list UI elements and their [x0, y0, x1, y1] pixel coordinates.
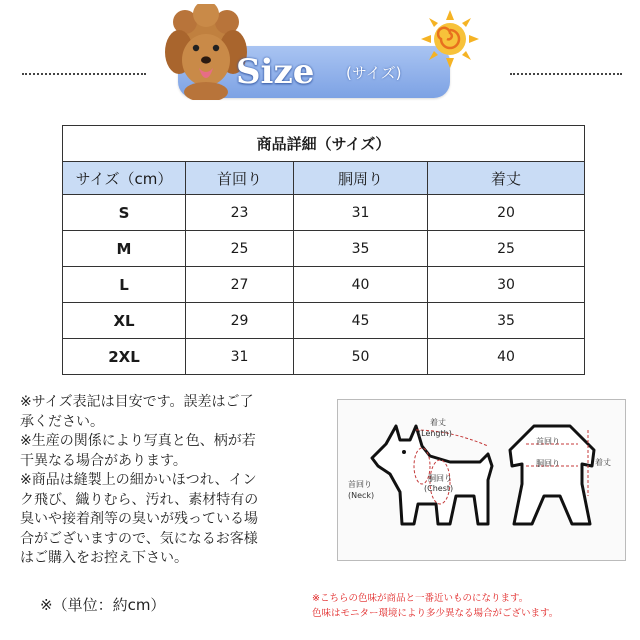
table-row	[63, 303, 585, 339]
size-notes	[20, 393, 330, 569]
chest-cell: 45	[294, 303, 428, 339]
note-line: 干異なる場合があります。	[20, 452, 187, 469]
neck-label-en: (Neck)	[348, 491, 375, 500]
disclaimer-line: ※こちらの色味が商品と一番近いものになります。	[312, 593, 529, 604]
note-line: ※商品は縫製上の細かいほつれ、イン	[20, 472, 257, 488]
length-cell: 25	[428, 231, 585, 267]
page-title: Size	[236, 52, 315, 92]
column-header-length: 着丈	[428, 162, 585, 195]
neck-label: 首回り	[348, 480, 372, 489]
neck-cell: 29	[186, 303, 294, 339]
neck-cell: 23	[186, 195, 294, 231]
chest-cell: 31	[294, 195, 428, 231]
length-label-right: 着丈	[595, 458, 611, 467]
neck-cell: 25	[186, 231, 294, 267]
size-cell: M	[63, 231, 186, 267]
chest-label: 胴回り	[428, 474, 452, 483]
length-cell: 35	[428, 303, 585, 339]
unit-note: ※（単位：約cm）	[40, 596, 166, 614]
note-line: ※サイズ表記は目安です。誤差はご了	[20, 394, 254, 410]
size-table	[62, 125, 585, 375]
note-line: 臭いや接着剤等の臭いが残っている場	[20, 511, 258, 527]
length-label-en: (Length)	[418, 429, 452, 438]
table-row	[63, 267, 585, 303]
disclaimer-line: 色味はモニター環境により多少異なる場合がございます。	[312, 608, 559, 619]
sun-icon	[419, 8, 481, 70]
table-row	[63, 231, 585, 267]
size-cell: XL	[63, 303, 186, 339]
column-header-neck: 首回り	[186, 162, 294, 195]
chest-label-en: (Chest)	[424, 484, 454, 493]
size-cell: S	[63, 195, 186, 231]
length-label: 着丈	[430, 418, 446, 427]
neck-cell: 31	[186, 339, 294, 375]
page-subtitle: (サイズ)	[346, 64, 402, 82]
note-line: はご購入をお控え下さい。	[20, 550, 188, 566]
table-title-row	[63, 126, 585, 162]
length-cell: 20	[428, 195, 585, 231]
size-cell: 2XL	[63, 339, 186, 375]
length-cell: 30	[428, 267, 585, 303]
measurement-illustration	[338, 400, 625, 560]
header-divider-left	[22, 73, 146, 75]
neck-cell: 27	[186, 267, 294, 303]
table-title: 商品詳細（サイズ）	[63, 126, 585, 162]
chest-cell: 35	[294, 231, 428, 267]
length-cell: 40	[428, 339, 585, 375]
note-line: ※生産の関係により写真と色、柄が若	[20, 433, 256, 449]
neck-label-right: 首回り	[536, 437, 560, 446]
note-line: 合がございますので、気になるお客様	[20, 530, 258, 547]
chest-cell: 50	[294, 339, 428, 375]
note-line: 承ください。	[20, 413, 104, 430]
chest-cell: 40	[294, 267, 428, 303]
column-header-chest: 胴周り	[294, 162, 428, 195]
table-row	[63, 195, 585, 231]
table-row	[63, 339, 585, 375]
table-header-row	[63, 162, 585, 195]
column-header-size: サイズ（cm）	[63, 162, 186, 195]
color-disclaimer	[312, 591, 634, 621]
header-divider-right	[510, 73, 622, 75]
note-line: ク飛び、織りむら、汚れ、素材特有の	[20, 491, 259, 508]
measurement-diagram	[337, 399, 626, 561]
size-cell: L	[63, 267, 186, 303]
chest-label-right: 胴回り	[536, 459, 560, 468]
